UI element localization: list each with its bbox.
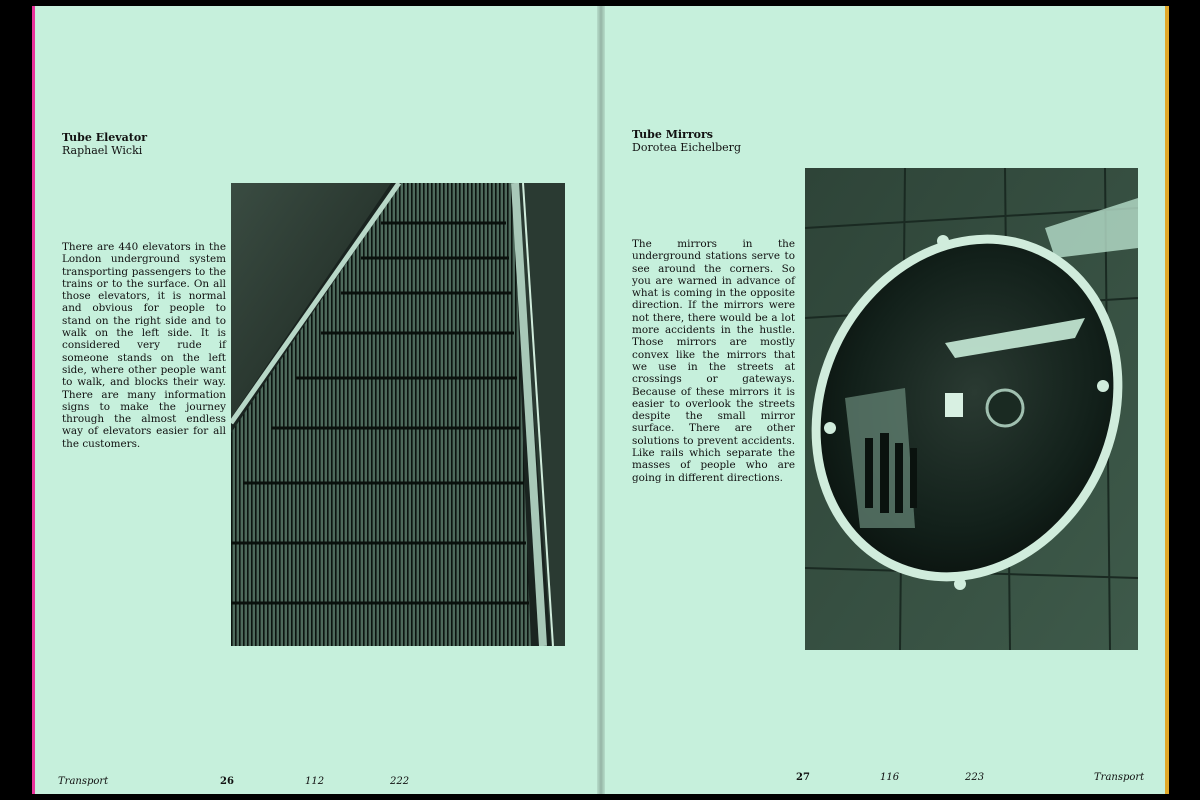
escalator-photo: [231, 183, 565, 646]
book-gutter: [597, 6, 605, 794]
right-ref-b: 223: [965, 772, 985, 783]
left-article-body: There are 440 elevators in the London underground system transporting passengers to the trains or to the surface. On all those elevators, it is normal and obvious for people to stand on the right side and to walk on the left side. It is considered very rude if someone stands on the left side, where other people want to walk, and blocks their way. There are many information signs to make the journey through the almost endless way of elevators easier for all the customers.: [62, 241, 226, 450]
left-ref-a: 112: [305, 776, 325, 787]
left-ref-b: 222: [390, 776, 410, 787]
right-article-body: The mirrors in the underground stations serve to see around the corners. So you are warned in advance of what is coming in the opposite direction. If the mirrors were not there, there would be a lot more accidents in the hustle. Those mirrors are mostly convex like the mirrors that we use in the streets at crossings or gateways. Because of these mirrors it is easier to overlook the streets despite the small mirror surface. There are other solutions to prevent accidents. Like rails which separate the masses of people who are going in different directions.: [632, 238, 795, 484]
left-article-author: Raphael Wicki: [62, 144, 143, 157]
left-page: [32, 6, 603, 794]
left-footer-section: Transport: [58, 776, 109, 787]
right-article-author: Dorotea Eichelberg: [632, 141, 741, 154]
left-article-title: Tube Elevator: [62, 131, 147, 144]
left-page-number: 26: [220, 776, 234, 787]
right-ref-a: 116: [880, 772, 900, 783]
right-article-title: Tube Mirrors: [632, 128, 713, 141]
right-footer-section: Transport: [1094, 772, 1145, 783]
right-page-number: 27: [796, 772, 810, 783]
right-page: [600, 6, 1169, 794]
mirror-photo: [805, 168, 1138, 650]
